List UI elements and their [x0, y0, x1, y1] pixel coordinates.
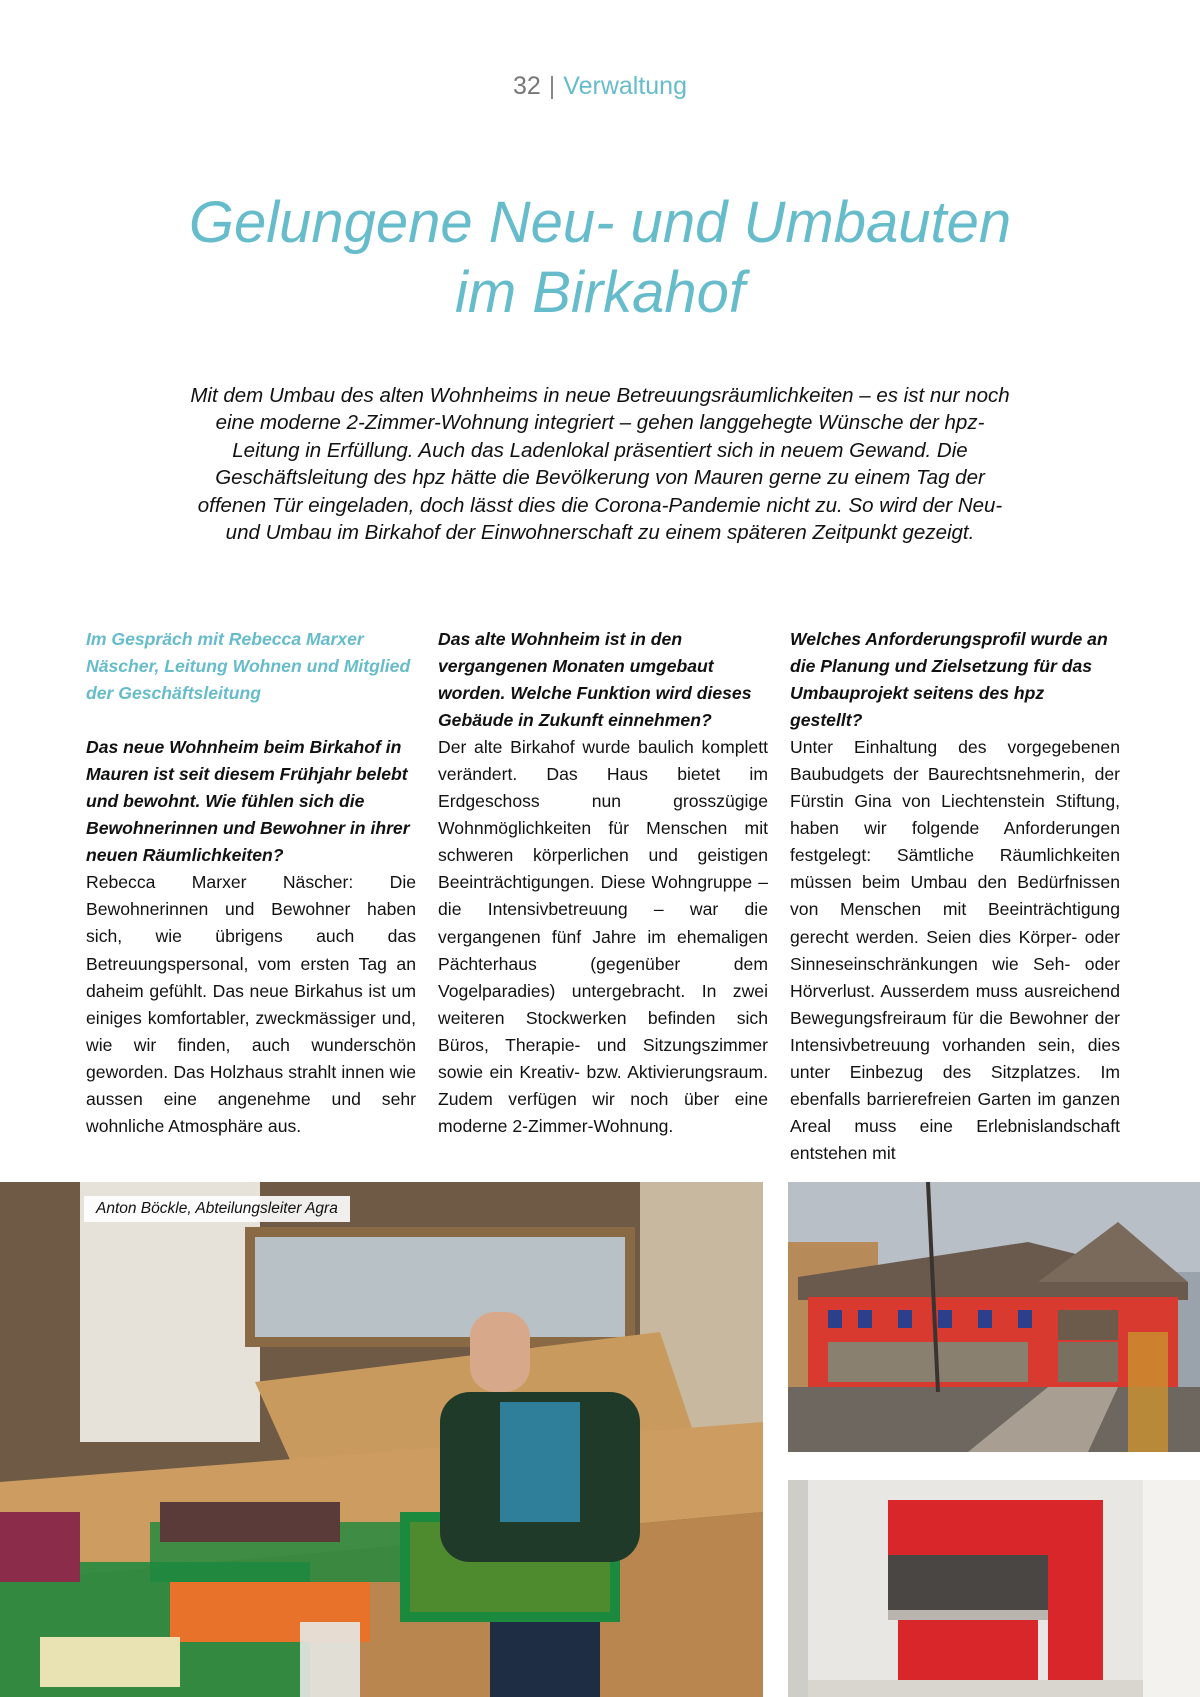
page-header [0, 72, 1200, 101]
answer-1 [86, 869, 416, 1139]
article-title-line-2: im Birkahof [454, 260, 746, 325]
page-number: 32 [512, 72, 541, 100]
column-3 [790, 626, 1120, 1167]
photo-red-house [788, 1182, 1200, 1452]
lead-paragraph: Mit dem Umbau des alten Wohnheims in neue Betreuungsräumlichkeiten – es ist nur noch eine moderne 2-Zimmer-Wohnung integriert – gehen langgehegte Wünsche der hpz-Leitung in Erfüllung. Auch das Ladenlokal präsentiert sich in neuem Gewand. Die Geschäftsleitung des hpz hätte die Bevölkerung von Mauren gerne zu einem Tag der offenen Tür eingeladen, doch lässt dies die Corona-Pandemie nicht zu. So wird der Neu- und Umbau im Birkahof der Einwohnerschaft zu einem späteren Zeitpunkt gezeigt. [190, 384, 1010, 545]
photo-farm-shop [0, 1182, 763, 1697]
section-name: Verwaltung [563, 72, 687, 100]
speaker-name: Rebecca Marxer Näscher: [86, 872, 354, 893]
question-2: Das alte Wohnheim ist in den vergangenen Monaten umgebaut worden. Welche Funktion wird dieses Gebäude in Zukunft einnehmen? [438, 629, 752, 731]
header-separator: | [548, 72, 556, 100]
question-1: Das neue Wohnheim beim Birkahof in Mauren ist seit diesem Frühjahr belebt und bewohnt. Wie fühlen sich die Bewohnerinnen und Bewohner in ihrer neuen Räumlichkeiten? [86, 737, 410, 866]
question-3: Welches Anforderungsprofil wurde an die Planung und Zielsetzung für das Umbauprojekt seitens des hpz gestellt? [790, 629, 1108, 731]
answer-3: Unter Einhaltung des vorgegebenen Baubudgets der Baurechtsnehmerin, der Fürstin Gina von Liechtenstein Stiftung, haben wir folgende Anforderungen festgelegt: Sämtliche Räumlichkeiten müssen beim Umbau den Bedürfnissen von Menschen mit Beeinträchtigung gerecht werden. Seien dies Körper- oder Sinneseinschränkungen wie Seh- oder Hörverlust. Ausserdem muss ausreichend Bewegungsfreiraum für die Bewohner der Intensivbetreuung vorhanden sein, dies unter Einbezug des Sitzplatzes. Im ebenfalls barrierefreien Garten im ganzen Areal muss eine Erlebnislandschaft entstehen mit [790, 737, 1120, 1163]
article-title-line-1: Gelungene Neu- und Umbauten [188, 190, 1012, 255]
red-house-illustration [788, 1182, 1200, 1452]
photo-caption: Anton Böckle, Abteilungsleiter Agra [84, 1196, 350, 1222]
red-kitchen-illustration [788, 1480, 1200, 1697]
article-title [100, 188, 1100, 328]
answer-2: Der alte Birkahof wurde baulich komplett verändert. Das Haus bietet im Erdgeschoss nun grosszügige Wohnmöglichkeiten für Menschen mit schweren körperlichen und geistigen Beeinträchtigungen. Diese Wohngruppe – die Intensivbetreuung – war die vergangenen fünf Jahre im ehemaligen Pächterhaus (gegenüber dem Vogelparadies) untergebracht. In zwei weiteren Stockwerken befinden sich Büros, Therapie- und Sitzungszimmer sowie ein Kreativ- bzw. Aktivierungsraum. Zudem verfügen wir noch über eine moderne 2-Zimmer-Wohnung. [438, 737, 768, 1136]
interview-intro: Im Gespräch mit Rebecca Marxer Näscher, Leitung Wohnen und Mitglied der Geschäftsleitung [86, 629, 411, 704]
column-2 [438, 626, 768, 1140]
farm-shop-illustration [0, 1182, 763, 1697]
answer-1-text: Die Bewohnerinnen und Bewohner haben sich, wie übrigens auch das Betreuungspersonal, vom ersten Tag an daheim gefühlt. Das neue Birkahus ist um einiges komfortabler, zweckmässiger und, wie wir finden, auch wunderschön geworden. Das Holzhaus strahlt innen wie aussen eine angenehme und sehr wohnliche Atmosphäre aus. [86, 872, 417, 1136]
photo-red-kitchen [788, 1480, 1200, 1697]
column-1 [86, 626, 416, 1140]
